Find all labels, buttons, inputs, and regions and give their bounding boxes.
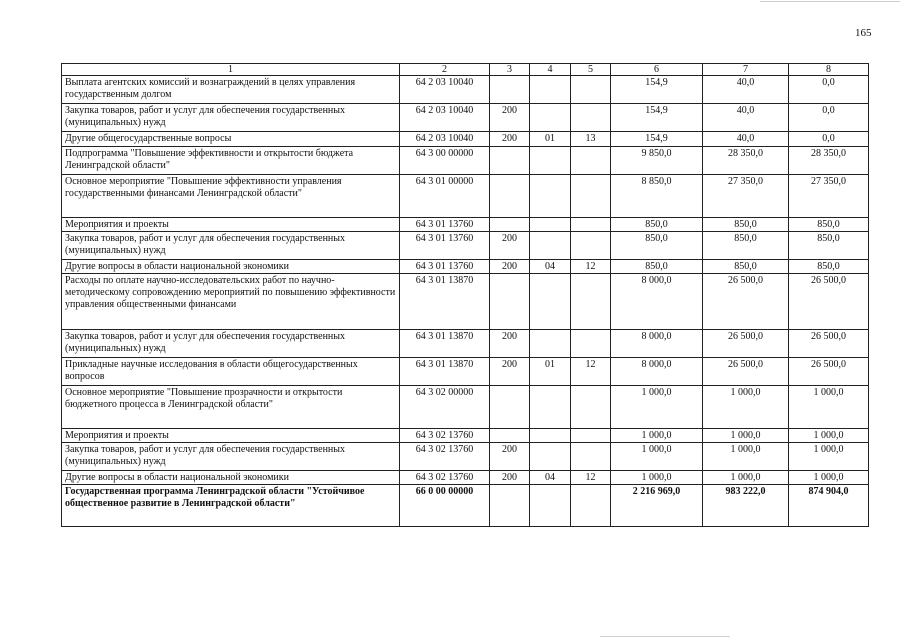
cell-sum-3: 1 000,0	[789, 443, 869, 471]
cell-vr: 200	[490, 104, 530, 132]
table-row	[62, 471, 869, 485]
cell-name: Другие общегосударственные вопросы	[62, 132, 400, 147]
cell-pr: 12	[571, 358, 611, 386]
cell-code: 64 3 01 13760	[400, 218, 490, 232]
cell-sum-1: 8 850,0	[611, 175, 703, 218]
cell-sum-3: 874 904,0	[789, 485, 869, 527]
cell-name: Другие вопросы в области национальной экономики	[62, 471, 400, 485]
cell-code: 64 3 01 13870	[400, 274, 490, 330]
cell-name: Мероприятия и проекты	[62, 218, 400, 232]
cell-rz	[530, 76, 571, 104]
table-row	[62, 485, 869, 527]
table-row	[62, 330, 869, 358]
cell-sum-1: 8 000,0	[611, 358, 703, 386]
cell-name: Закупка товаров, работ и услуг для обеспечения государственных (муниципальных) нужд	[62, 443, 400, 471]
cell-sum-1: 850,0	[611, 218, 703, 232]
table-body	[62, 76, 869, 527]
cell-sum-2: 40,0	[703, 76, 789, 104]
cell-sum-3: 26 500,0	[789, 330, 869, 358]
cell-rz	[530, 429, 571, 443]
cell-sum-1: 8 000,0	[611, 330, 703, 358]
cell-sum-1: 850,0	[611, 260, 703, 274]
cell-vr	[490, 274, 530, 330]
header-col-2: 2	[400, 64, 490, 76]
cell-sum-1: 154,9	[611, 104, 703, 132]
cell-code: 64 3 02 13760	[400, 471, 490, 485]
cell-vr: 200	[490, 358, 530, 386]
cell-sum-2: 983 222,0	[703, 485, 789, 527]
cell-vr	[490, 175, 530, 218]
cell-rz	[530, 218, 571, 232]
cell-name: Выплата агентских комиссий и вознаграждений в целях управления государственным долгом	[62, 76, 400, 104]
table-row	[62, 443, 869, 471]
cell-sum-3: 850,0	[789, 232, 869, 260]
header-col-8: 8	[789, 64, 869, 76]
cell-sum-1: 850,0	[611, 232, 703, 260]
cell-code: 64 2 03 10040	[400, 132, 490, 147]
cell-sum-1: 1 000,0	[611, 429, 703, 443]
cell-sum-1: 9 850,0	[611, 147, 703, 175]
cell-pr	[571, 175, 611, 218]
cell-vr: 200	[490, 443, 530, 471]
cell-name: Основное мероприятие "Повышение эффективности управления государственными финансами Ленинградской области"	[62, 175, 400, 218]
cell-name: Закупка товаров, работ и услуг для обеспечения государственных (муниципальных) нужд	[62, 330, 400, 358]
cell-rz	[530, 330, 571, 358]
cell-rz: 04	[530, 260, 571, 274]
cell-sum-1: 8 000,0	[611, 274, 703, 330]
cell-vr: 200	[490, 330, 530, 358]
cell-sum-2: 28 350,0	[703, 147, 789, 175]
cell-pr	[571, 147, 611, 175]
cell-rz	[530, 175, 571, 218]
cell-sum-2: 1 000,0	[703, 471, 789, 485]
table-row	[62, 260, 869, 274]
cell-name: Закупка товаров, работ и услуг для обеспечения государственных (муниципальных) нужд	[62, 232, 400, 260]
cell-sum-2: 850,0	[703, 232, 789, 260]
scan-artifact-bottom	[600, 636, 730, 637]
cell-rz: 04	[530, 471, 571, 485]
cell-sum-3: 26 500,0	[789, 358, 869, 386]
cell-sum-3: 26 500,0	[789, 274, 869, 330]
cell-vr	[490, 485, 530, 527]
cell-rz	[530, 386, 571, 429]
table-row	[62, 104, 869, 132]
cell-code: 64 3 01 13760	[400, 232, 490, 260]
table-row	[62, 132, 869, 147]
table-row	[62, 147, 869, 175]
cell-vr	[490, 147, 530, 175]
cell-name: Основное мероприятие "Повышение прозрачности и открытости бюджетного процесса в Ленинградской области"	[62, 386, 400, 429]
cell-pr	[571, 274, 611, 330]
cell-sum-2: 27 350,0	[703, 175, 789, 218]
cell-sum-3: 1 000,0	[789, 429, 869, 443]
cell-name: Расходы по оплате научно-исследовательских работ по научно-методическому сопровождению мероприятий по повышению эффективности управления общественными финансами	[62, 274, 400, 330]
table-row	[62, 218, 869, 232]
cell-sum-2: 1 000,0	[703, 429, 789, 443]
cell-rz	[530, 147, 571, 175]
header-col-4: 4	[530, 64, 571, 76]
cell-sum-2: 26 500,0	[703, 358, 789, 386]
cell-code: 64 3 01 13760	[400, 260, 490, 274]
cell-pr	[571, 76, 611, 104]
page-number: 165	[855, 27, 872, 39]
cell-code: 64 2 03 10040	[400, 76, 490, 104]
cell-sum-1: 154,9	[611, 76, 703, 104]
cell-sum-3: 0,0	[789, 76, 869, 104]
cell-code: 64 3 02 13760	[400, 443, 490, 471]
cell-sum-2: 26 500,0	[703, 330, 789, 358]
cell-vr	[490, 386, 530, 429]
cell-pr	[571, 386, 611, 429]
cell-rz	[530, 104, 571, 132]
cell-code: 66 0 00 00000	[400, 485, 490, 527]
cell-pr: 12	[571, 471, 611, 485]
cell-name: Государственная программа Ленинградской области "Устойчивое общественное развитие в Ленинградской области"	[62, 485, 400, 527]
cell-sum-2: 40,0	[703, 104, 789, 132]
table-row	[62, 386, 869, 429]
table-row	[62, 175, 869, 218]
cell-name: Подпрограмма "Повышение эффективности и открытости бюджета Ленинградской области"	[62, 147, 400, 175]
cell-pr	[571, 443, 611, 471]
cell-sum-2: 1 000,0	[703, 443, 789, 471]
header-col-7: 7	[703, 64, 789, 76]
header-col-3: 3	[490, 64, 530, 76]
cell-sum-2: 850,0	[703, 260, 789, 274]
cell-rz: 01	[530, 132, 571, 147]
cell-code: 64 3 02 13760	[400, 429, 490, 443]
header-col-6: 6	[611, 64, 703, 76]
cell-sum-2: 850,0	[703, 218, 789, 232]
table-row	[62, 429, 869, 443]
cell-pr	[571, 330, 611, 358]
cell-code: 64 3 00 00000	[400, 147, 490, 175]
cell-name: Закупка товаров, работ и услуг для обеспечения государственных (муниципальных) нужд	[62, 104, 400, 132]
cell-sum-1: 1 000,0	[611, 471, 703, 485]
cell-name: Другие вопросы в области национальной экономики	[62, 260, 400, 274]
scan-artifact-top	[760, 1, 900, 2]
cell-pr: 12	[571, 260, 611, 274]
cell-sum-3: 0,0	[789, 132, 869, 147]
cell-sum-3: 1 000,0	[789, 386, 869, 429]
cell-pr	[571, 232, 611, 260]
table-row	[62, 76, 869, 104]
cell-sum-3: 27 350,0	[789, 175, 869, 218]
cell-sum-1: 154,9	[611, 132, 703, 147]
cell-code: 64 3 02 00000	[400, 386, 490, 429]
cell-vr	[490, 218, 530, 232]
cell-vr	[490, 76, 530, 104]
cell-code: 64 3 01 00000	[400, 175, 490, 218]
cell-name: Прикладные научные исследования в области общегосударственных вопросов	[62, 358, 400, 386]
header-col-1: 1	[62, 64, 400, 76]
cell-vr	[490, 429, 530, 443]
cell-sum-2: 1 000,0	[703, 386, 789, 429]
cell-sum-3: 28 350,0	[789, 147, 869, 175]
cell-sum-1: 1 000,0	[611, 386, 703, 429]
cell-rz	[530, 232, 571, 260]
cell-sum-3: 0,0	[789, 104, 869, 132]
cell-code: 64 3 01 13870	[400, 358, 490, 386]
cell-pr	[571, 104, 611, 132]
cell-sum-2: 40,0	[703, 132, 789, 147]
cell-name: Мероприятия и проекты	[62, 429, 400, 443]
cell-vr: 200	[490, 471, 530, 485]
cell-vr: 200	[490, 232, 530, 260]
cell-sum-3: 850,0	[789, 260, 869, 274]
cell-pr	[571, 429, 611, 443]
cell-sum-1: 2 216 969,0	[611, 485, 703, 527]
cell-rz: 01	[530, 358, 571, 386]
table-row	[62, 358, 869, 386]
header-row	[62, 64, 869, 76]
cell-sum-3: 1 000,0	[789, 471, 869, 485]
cell-vr: 200	[490, 260, 530, 274]
table-row	[62, 232, 869, 260]
cell-sum-3: 850,0	[789, 218, 869, 232]
cell-rz	[530, 274, 571, 330]
cell-pr	[571, 485, 611, 527]
cell-pr	[571, 218, 611, 232]
cell-rz	[530, 485, 571, 527]
cell-code: 64 3 01 13870	[400, 330, 490, 358]
budget-table	[61, 63, 869, 527]
cell-sum-2: 26 500,0	[703, 274, 789, 330]
cell-code: 64 2 03 10040	[400, 104, 490, 132]
table-row	[62, 274, 869, 330]
cell-rz	[530, 443, 571, 471]
cell-vr: 200	[490, 132, 530, 147]
header-col-5: 5	[571, 64, 611, 76]
cell-sum-1: 1 000,0	[611, 443, 703, 471]
cell-pr: 13	[571, 132, 611, 147]
